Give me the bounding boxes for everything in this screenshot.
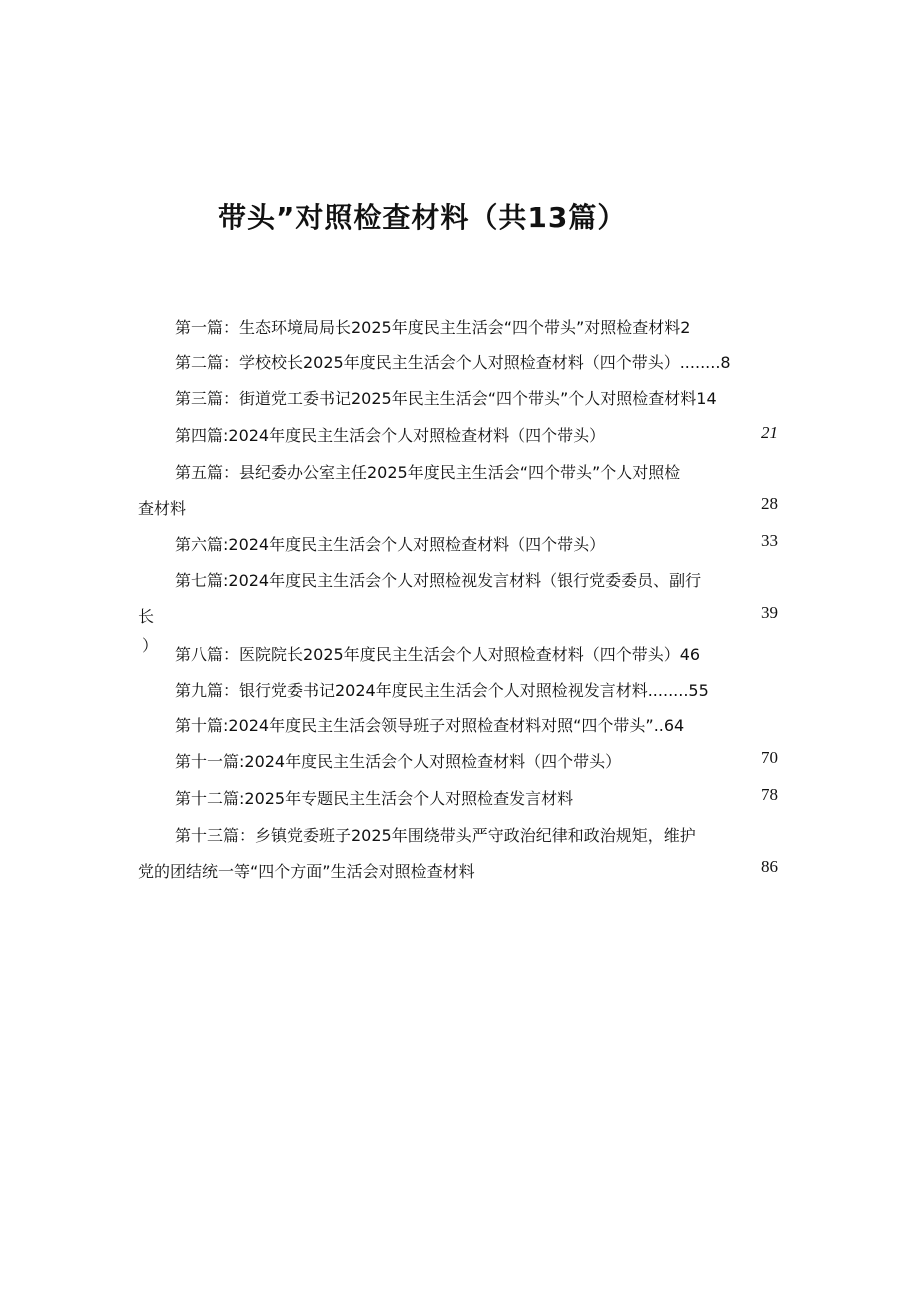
toc-entry-12[interactable]: 第十二篇:2025年专题民主生活会个人对照检查发言材料 bbox=[175, 789, 574, 808]
toc-entry-7-continuation[interactable]: 长 bbox=[138, 607, 155, 626]
toc-entry-9[interactable]: 第九篇：银行党委书记2024年度民主生活会个人对照检视发言材料........55 bbox=[175, 681, 709, 700]
toc-entry-5-continuation[interactable]: 查材料 bbox=[138, 499, 187, 518]
toc-entry-13-continuation[interactable]: 党的团结统一等“四个方面”生活会对照检查材料 bbox=[138, 862, 475, 881]
toc-page-number-5: 28 bbox=[761, 494, 778, 513]
toc-entry-8[interactable]: 第八篇：医院院长2025年度民主生活会个人对照检查材料（四个带头）46 bbox=[175, 645, 701, 664]
toc-page-number-4: 21 bbox=[761, 423, 778, 442]
toc-page-number-6: 33 bbox=[761, 531, 778, 550]
toc-page-number-13: 86 bbox=[761, 857, 778, 876]
toc-page-number-12: 78 bbox=[761, 785, 778, 804]
toc-entry-3[interactable]: 第三篇：街道党工委书记2025年民主生活会“四个带头”个人对照检查材料14 bbox=[175, 389, 717, 408]
toc-entry-7[interactable]: 第七篇:2024年度民主生活会个人对照检视发言材料（银行党委委员、副行 bbox=[175, 571, 702, 590]
toc-page-number-11: 70 bbox=[761, 748, 778, 767]
toc-entry-7-continuation-2[interactable]: ） bbox=[142, 636, 159, 655]
toc-entry-13[interactable]: 第十三篇：乡镇党委班子2025年围绕带头严守政治纪律和政治规矩，维护 bbox=[175, 826, 696, 845]
toc-entry-1[interactable]: 第一篇：生态环境局局长2025年度民主生活会“四个带头”对照检查材料2 bbox=[175, 318, 691, 337]
toc-entry-2[interactable]: 第二篇：学校校长2025年度民主生活会个人对照检查材料（四个带头）........8 bbox=[175, 353, 731, 372]
toc-entry-11[interactable]: 第十一篇:2024年度民主生活会个人对照检查材料（四个带头） bbox=[175, 752, 622, 771]
document-title: 带头”对照检查材料（共13篇） bbox=[218, 201, 627, 234]
toc-entry-4[interactable]: 第四篇:2024年度民主生活会个人对照检查材料（四个带头） bbox=[175, 426, 606, 445]
toc-entry-5[interactable]: 第五篇：县纪委办公室主任2025年度民主生活会“四个带头”个人对照检 bbox=[175, 463, 681, 482]
toc-page-number-7: 39 bbox=[761, 603, 778, 622]
toc-entry-6[interactable]: 第六篇:2024年度民主生活会个人对照检查材料（四个带头） bbox=[175, 535, 606, 554]
toc-entry-10[interactable]: 第十篇:2024年度民主生活会领导班子对照检查材料对照“四个带头”..64 bbox=[175, 716, 685, 735]
